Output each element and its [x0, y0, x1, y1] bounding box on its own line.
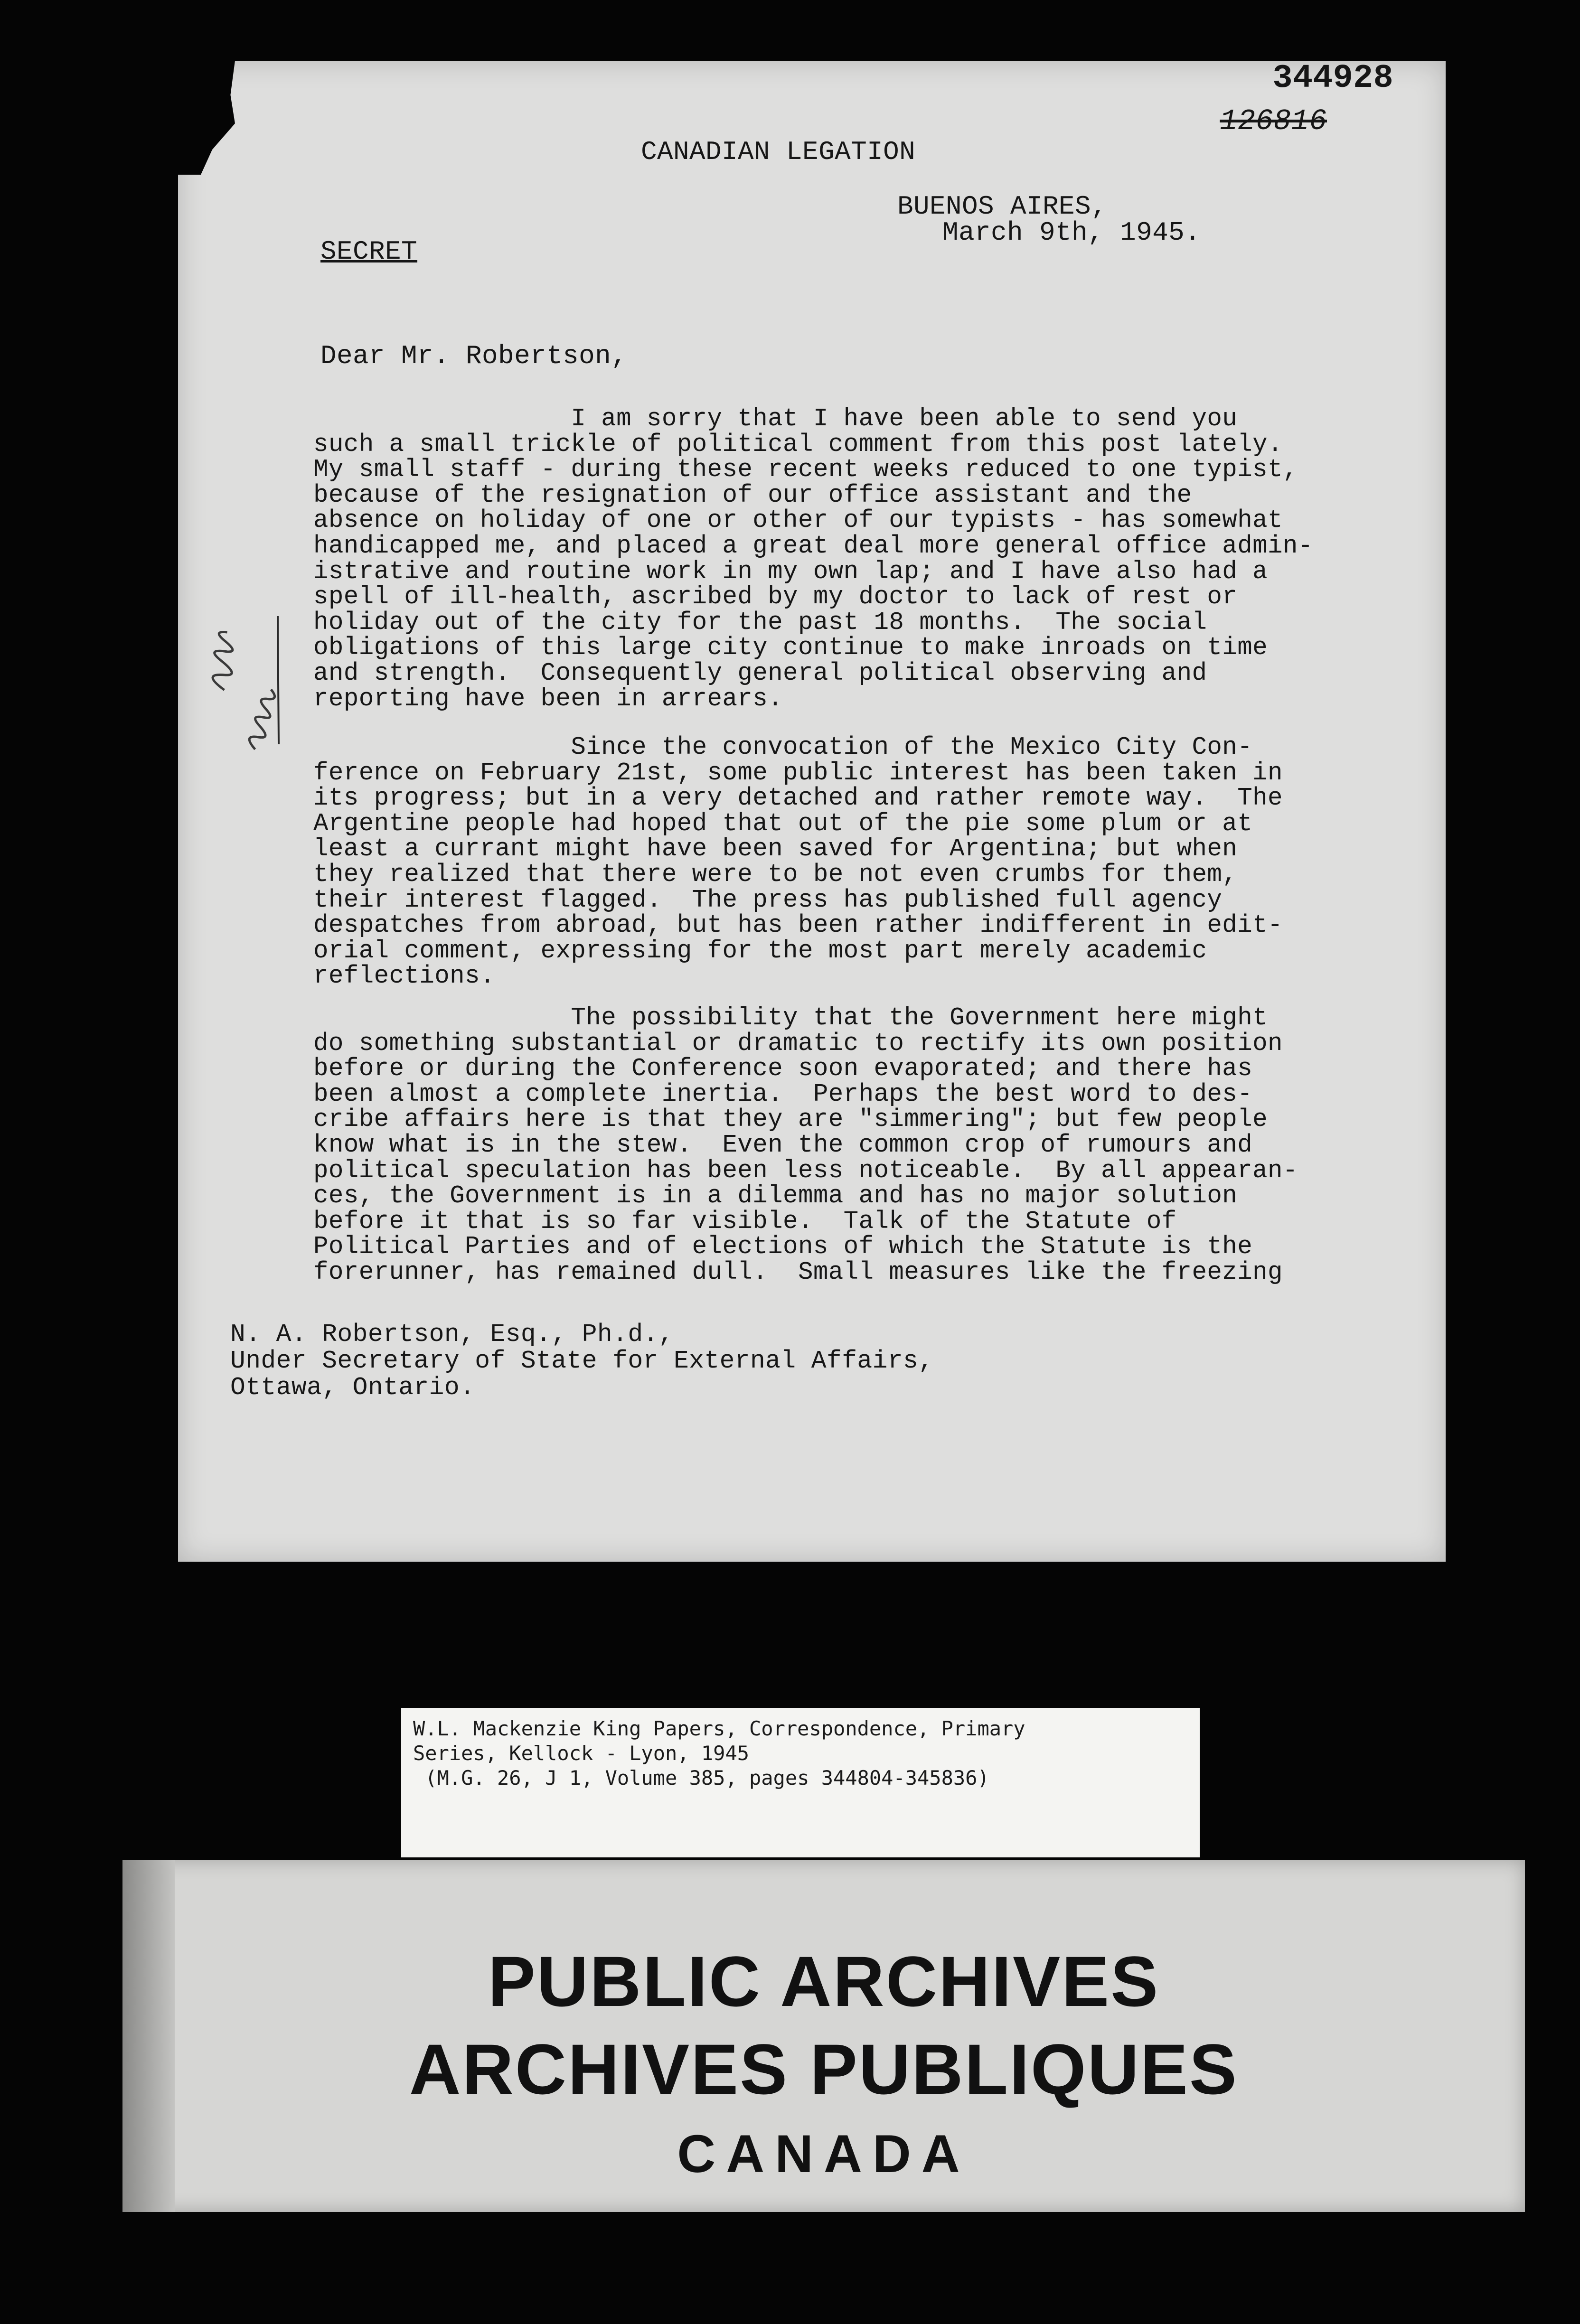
file-number: 344928 — [1272, 60, 1393, 97]
classification-mark: SECRET — [320, 236, 418, 267]
handwritten-margin-note — [197, 607, 320, 768]
stamp-line-english: PUBLIC ARCHIVES — [488, 1941, 1160, 2021]
body-paragraph: Since the convocation of the Mexico City Con- ference on February 21st, some public interest has been taken in its progress; but in a very detached and rather remote way. The Argentine people had hoped that out of the pie some plum or at least a currant might have been saved for Argentina; but when they realized that there were to be not even crumbs for them, their interest flagged. The press has published full agency despatches from abroad, but has been rather indifferent in edit- orial comment, expressing for the most part merely academic reflections. — [313, 733, 1283, 991]
letterhead: CANADIAN LEGATION — [641, 137, 916, 167]
archive-caption-label — [401, 1708, 1200, 1857]
salutation: Dear Mr. Robertson, — [320, 341, 628, 371]
torn-corner — [178, 61, 235, 175]
struck-file-number: 126816 — [1220, 104, 1327, 138]
letter-date: March 9th, 1945. — [942, 217, 1201, 248]
body-paragraph: I am sorry that I have been able to send you such a small trickle of political comment from this post lately. My small staff - during these recent weeks reduced to one typist, because of the resignation of our office assistant and the absence on holiday of one or other of our typists - has somewhat handicapped me, and placed a great deal more general office admin- istrative and routine work in my own lap; and I have also had a spell of ill-health, ascribed by my doctor to lack of rest or holiday out of the city for the past 18 months. The social obligations of this large city continue to make inroads on time and strength. Consequently general political observing and reporting have been in arrears. — [313, 404, 1313, 713]
stamp-line-country: CANADA — [677, 2124, 970, 2183]
archives-stamp — [122, 1860, 1525, 2212]
caption-text: W.L. Mackenzie King Papers, Correspondence, Primary Series, Kellock - Lyon, 1945 (M.G. 26, J 1, Volume 385, pages 344804-345836) — [413, 1717, 1025, 1790]
addressee-block: N. A. Robertson, Esq., Ph.d., Under Secretary of State for External Affairs, Ottawa, Ontario. — [230, 1320, 934, 1402]
letter-page — [178, 61, 1446, 1562]
stamp-line-french: ARCHIVES PUBLIQUES — [409, 2029, 1238, 2109]
body-paragraph: The possibility that the Government here might do something substantial or dramatic to rectify its own position before or during the Conference soon evaporated; and there has been almost a complete inertia. Perhaps the best word to des- cribe affairs here is that they are "simmering"; but few people know what is in the stew. Even the common crop of rumours and political speculation has been less noticeable. By all appearan- ces, the Government is in a dilemma and has no major solution before it that is so far visible. Talk of the Statute of Political Parties and of elections of which the Statute is the forerunner, has remained dull. Small measures like the freezing — [313, 1003, 1298, 1286]
letter-city: BUENOS AIRES, — [897, 191, 1108, 222]
